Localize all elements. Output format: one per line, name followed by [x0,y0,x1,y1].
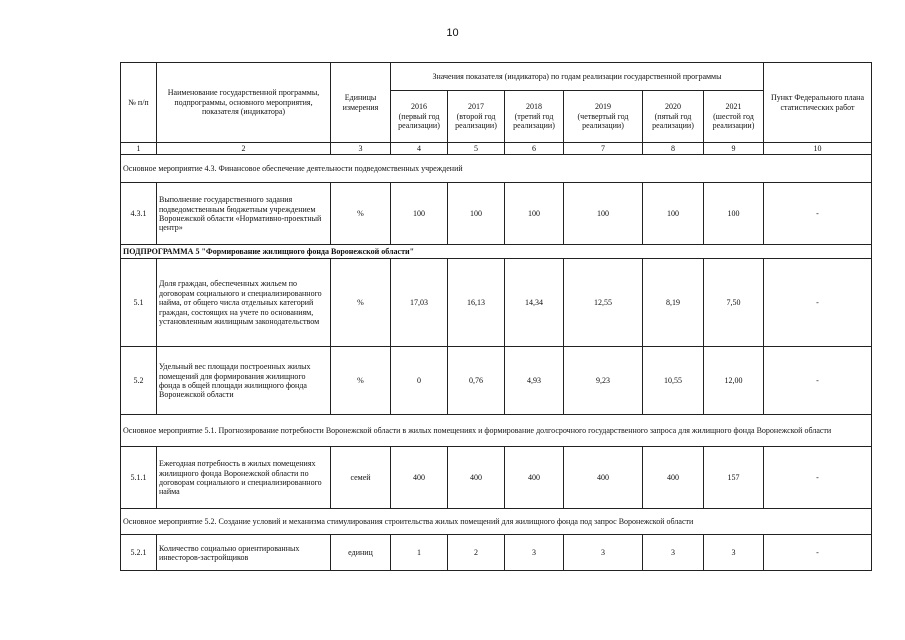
row-federal: - [764,183,872,245]
row-federal: - [764,447,872,509]
row-value: 12,55 [564,259,643,347]
row-value: 100 [391,183,448,245]
header-year-2016: 2016 (первый год реализации) [391,91,448,143]
row-value: 1 [391,535,448,571]
row-value: 400 [391,447,448,509]
row-federal: - [764,347,872,415]
row-unit: % [331,183,391,245]
row-value: 10,55 [643,347,704,415]
col-number: 3 [331,143,391,155]
table-row [121,535,872,571]
row-value: 157 [704,447,764,509]
row-value: 100 [704,183,764,245]
row-value: 400 [448,447,505,509]
row-value: 0 [391,347,448,415]
row-value: 100 [505,183,564,245]
row-value: 12,00 [704,347,764,415]
row-value: 400 [643,447,704,509]
section-5-2: Основное мероприятие 5.2. Создание условий и механизма стимулирования строительства жилых помещений для жилищного фонда под запрос Воронежской области [121,509,872,535]
header-year-2019: 2019 (четвертый год реализации) [564,91,643,143]
row-name: Ежегодная потребность в жилых помещениях жилищного фонда Воронежской области по договорам социального и специализированного найма [157,447,331,509]
col-number: 1 [121,143,157,155]
row-value: 8,19 [643,259,704,347]
header-year-2017: 2017 (второй год реализации) [448,91,505,143]
row-value: 3 [643,535,704,571]
section-5-1: Основное мероприятие 5.1. Прогнозирование потребности Воронежской области в жилых помещениях и формирование долгосрочного государственного запроса для жилищного фонда Воронежской области [121,415,872,447]
row-federal: - [764,535,872,571]
header-name: Наименование государственной программы, подпрограммы, основного мероприятия, показателя (индикатора) [157,63,331,143]
row-value: 3 [505,535,564,571]
row-unit: % [331,347,391,415]
col-number: 8 [643,143,704,155]
header-year-2020: 2020 (пятый год реализации) [643,91,704,143]
indicators-table [120,62,872,571]
row-num: 5.2.1 [121,535,157,571]
row-value: 100 [448,183,505,245]
col-number: 7 [564,143,643,155]
row-value: 7,50 [704,259,764,347]
row-value: 2 [448,535,505,571]
row-value: 100 [643,183,704,245]
row-num: 4.3.1 [121,183,157,245]
table-row [121,259,872,347]
row-num: 5.1.1 [121,447,157,509]
row-federal: - [764,259,872,347]
header-federal: Пункт Федерального плана статистических работ [764,63,872,143]
row-name: Количество социально ориентированных инвесторов-застройщиков [157,535,331,571]
col-number: 2 [157,143,331,155]
header-values: Значения показателя (индикатора) по годам реализации государственной программы [391,63,764,91]
row-value: 3 [564,535,643,571]
row-num: 5.1 [121,259,157,347]
header-year-2021: 2021 (шестой год реализации) [704,91,764,143]
row-unit: семей [331,447,391,509]
row-value: 9,23 [564,347,643,415]
row-num: 5.2 [121,347,157,415]
subprogram-5: ПОДПРОГРАММА 5 "Формирование жилищного фонда Воронежской области" [121,245,872,259]
row-unit: % [331,259,391,347]
col-number: 9 [704,143,764,155]
row-name: Доля граждан, обеспеченных жильем по договорам социального и специализированного найма, от общего числа отдельных категорий граждан, состоящих на учете по основаниям, установленным жилищным законодательством [157,259,331,347]
section-4-3: Основное мероприятие 4.3. Финансовое обеспечение деятельности подведомственных учреждений [121,155,872,183]
row-name: Выполнение государственного задания подведомственным бюджетным учреждением Воронежской области «Нормативно-проектный центр» [157,183,331,245]
column-numbers-row [121,143,872,155]
page-number: 10 [446,27,459,39]
table-row [121,347,872,415]
table-row [121,447,872,509]
row-value: 14,34 [505,259,564,347]
row-value: 4,93 [505,347,564,415]
row-value: 100 [564,183,643,245]
row-name: Удельный вес площади построенных жилых помещений для формирования жилищного фонда в общей площади жилищного фонда Воронежской области [157,347,331,415]
col-number: 5 [448,143,505,155]
row-value: 400 [505,447,564,509]
col-number: 4 [391,143,448,155]
row-unit: единиц [331,535,391,571]
header-unit: Единицы измерения [331,63,391,143]
row-value: 16,13 [448,259,505,347]
header-num: № п/п [121,63,157,143]
header-year-2018: 2018 (третий год реализации) [505,91,564,143]
col-number: 10 [764,143,872,155]
row-value: 0,76 [448,347,505,415]
row-value: 3 [704,535,764,571]
row-value: 400 [564,447,643,509]
row-value: 17,03 [391,259,448,347]
table-row [121,183,872,245]
col-number: 6 [505,143,564,155]
